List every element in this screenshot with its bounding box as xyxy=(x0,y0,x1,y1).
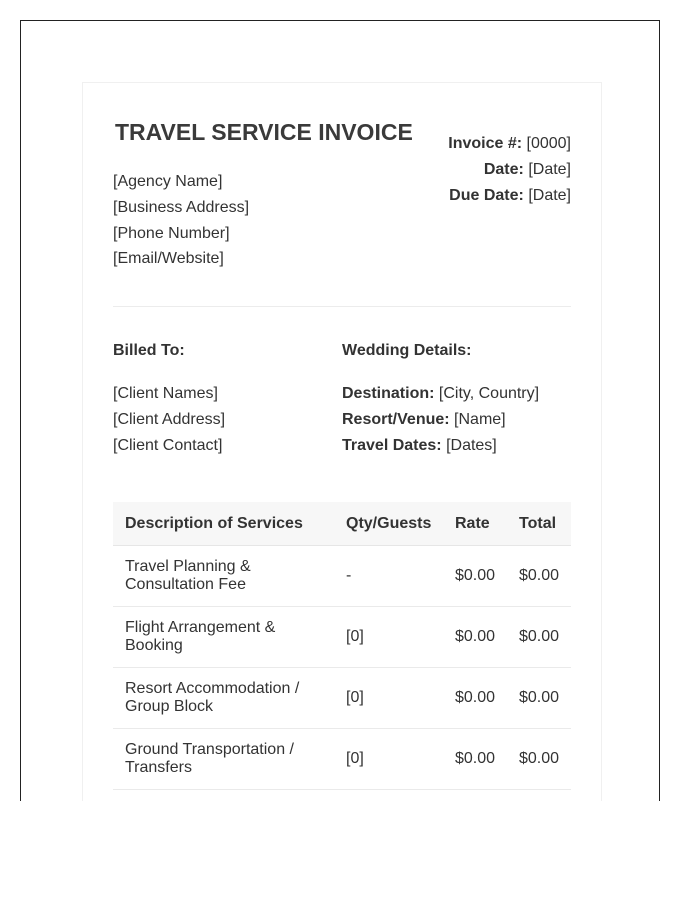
invoice-title: TRAVEL SERVICE INVOICE xyxy=(115,119,413,145)
invoice-number-value: [0000] xyxy=(526,135,571,152)
service-description: Resort Accommodation / Group Block xyxy=(113,668,334,729)
destination-value: [City, Country] xyxy=(438,385,540,402)
table-row xyxy=(113,607,571,668)
agency-address: [Business Address] xyxy=(113,198,250,216)
invoice-due-value: [Date] xyxy=(528,186,571,204)
service-total: $0.00 xyxy=(507,668,571,729)
invoice-number-label: Invoice #: xyxy=(448,135,523,152)
invoice-due-line xyxy=(448,183,571,209)
invoice-number-line xyxy=(448,131,571,157)
invoice-date-value: [Date] xyxy=(528,160,571,178)
invoice-date-label: Date: xyxy=(483,160,524,178)
header-rate: Rate xyxy=(443,502,507,546)
table-row xyxy=(113,668,571,729)
invoice-due-label: Due Date: xyxy=(449,186,524,204)
invoice-sheet xyxy=(82,82,602,801)
invoice-meta xyxy=(448,131,571,208)
wedding-details-lines xyxy=(342,381,582,458)
invoice-date-line xyxy=(448,157,571,183)
venue-value: [Name] xyxy=(454,410,506,428)
venue-label: Resort/Venue: xyxy=(342,410,450,428)
travel-dates-value: [Dates] xyxy=(446,436,497,454)
service-qty: - xyxy=(334,546,443,607)
service-description: Ground Transportation / Transfers xyxy=(113,729,334,790)
services-table xyxy=(113,502,571,790)
service-description: Flight Arrangement & Booking xyxy=(113,607,334,668)
service-qty: [0] xyxy=(334,729,443,790)
billed-to-heading: Billed To: xyxy=(113,342,185,359)
wedding-details-section xyxy=(342,341,582,458)
service-rate: $0.00 xyxy=(443,607,507,668)
wedding-details-heading: Wedding Details: xyxy=(342,342,472,359)
header-description: Description of Services xyxy=(113,502,334,546)
agency-email: [Email/Website] xyxy=(113,250,224,268)
travel-dates-line xyxy=(342,433,582,459)
service-rate: $0.00 xyxy=(443,729,507,790)
service-rate: $0.00 xyxy=(443,668,507,729)
service-qty: [0] xyxy=(334,668,443,729)
travel-dates-label: Travel Dates: xyxy=(342,436,442,454)
document-frame xyxy=(20,20,660,801)
destination-label: Destination: xyxy=(342,385,435,402)
client-address: [Client Address] xyxy=(113,410,226,428)
table-row xyxy=(113,546,571,607)
client-names: [Client Names] xyxy=(113,385,218,402)
venue-line xyxy=(342,407,582,433)
agency-phone: [Phone Number] xyxy=(113,224,230,242)
header-qty: Qty/Guests xyxy=(334,502,443,546)
section-divider xyxy=(113,306,571,307)
service-total: $0.00 xyxy=(507,607,571,668)
service-total: $0.00 xyxy=(507,546,571,607)
service-description: Travel Planning & Consultation Fee xyxy=(113,546,334,607)
table-row xyxy=(113,729,571,790)
service-total: $0.00 xyxy=(507,729,571,790)
destination-line xyxy=(342,381,582,407)
billed-to-section xyxy=(113,341,333,458)
billed-to-lines xyxy=(113,381,333,458)
agency-info xyxy=(113,169,249,272)
header-total: Total xyxy=(507,502,571,546)
service-qty: [0] xyxy=(334,607,443,668)
client-contact: [Client Contact] xyxy=(113,436,223,454)
table-header-row xyxy=(113,502,571,546)
service-rate: $0.00 xyxy=(443,546,507,607)
agency-name: [Agency Name] xyxy=(113,173,223,190)
